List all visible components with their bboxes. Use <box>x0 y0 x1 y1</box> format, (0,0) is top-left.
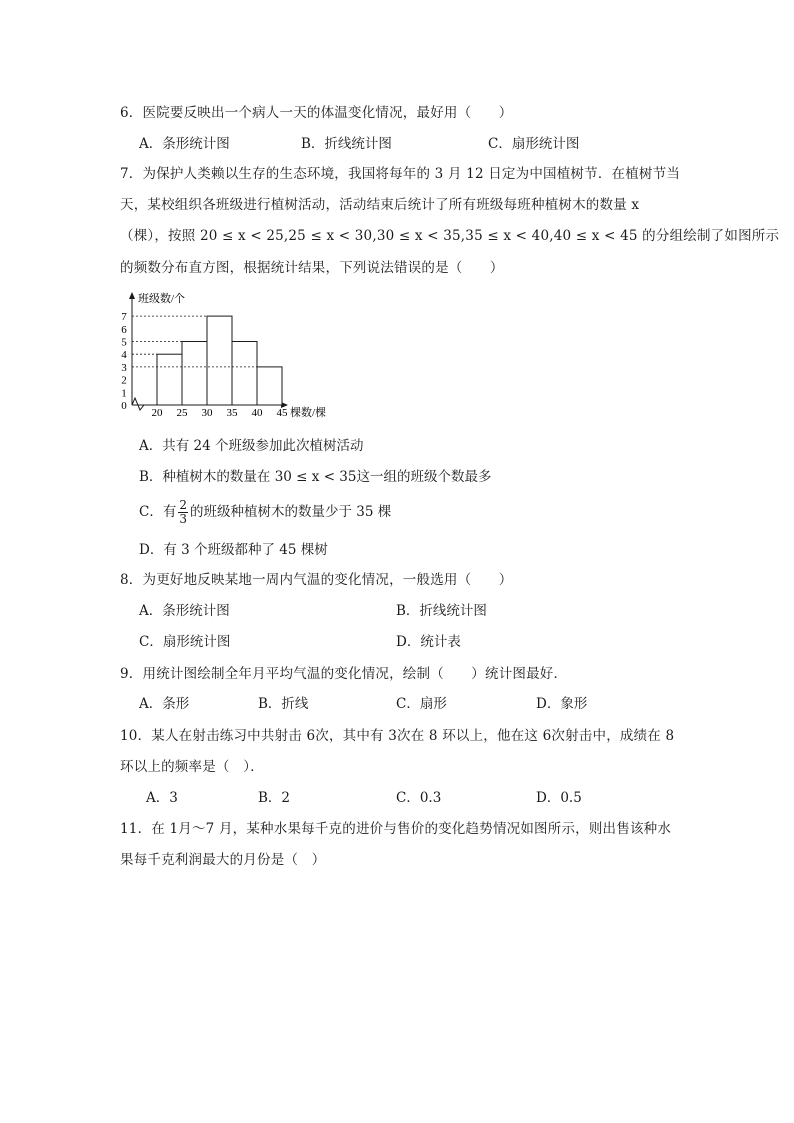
y-tick-label-2: 2 <box>121 374 127 387</box>
q10-option-c: C．0.3 <box>396 790 442 806</box>
q6-option-a: A．条形统计图 <box>139 136 230 152</box>
x-axis-label: 棵数/棵 <box>290 407 327 419</box>
q7-stem-line4: 的频数分布直方图，根据统计结果，下列说法错误的是（ ） <box>120 260 504 276</box>
fraction-denominator: 3 <box>179 512 187 526</box>
q8-option-c: C．扇形统计图 <box>139 634 231 650</box>
q10-stem-line2: 环以上的频率是（ ）． <box>120 759 264 775</box>
histogram-bar-35-40 <box>232 342 257 406</box>
y-axis-arrow <box>129 292 135 299</box>
q9-stem: 9．用统计图绘制全年月平均气温的变化情况，绘制（ ）统计图最好． <box>120 666 568 682</box>
q9-option-c: C．扇形 <box>396 696 447 712</box>
q10-option-d: D．0.5 <box>536 790 582 806</box>
q9-option-a: A．条形 <box>139 696 190 712</box>
y-tick-label-5: 5 <box>121 336 127 349</box>
q7-stem-line3: （棵），按照 20 ≤ x < 25,25 ≤ x < 30,30 ≤ x < 35,35 ≤ x < 40,40 ≤ x < 45 的分组绘制了如图所示 <box>120 228 780 244</box>
q6-stem: 6．医院要反映出一个病人一天的体温变化情况，最好用（ ） <box>120 105 513 121</box>
q7-option-c <box>139 497 391 527</box>
x-tick-label-25: 25 <box>176 407 188 419</box>
y-tick-label-1: 1 <box>121 387 127 400</box>
q7-option-d: D．有 3 个班级都种了 45 棵树 <box>139 542 328 558</box>
histogram-chart <box>112 288 352 423</box>
q7-option-b: B．种植树木的数量在 30 ≤ x < 35这一组的班级个数最多 <box>139 469 492 485</box>
x-tick-label-20: 20 <box>151 407 163 419</box>
y-tick-label-4: 4 <box>121 349 127 362</box>
histogram-bar-25-30 <box>182 342 207 406</box>
x-tick-label-35: 35 <box>226 407 238 419</box>
y-tick-label-3: 3 <box>121 361 127 374</box>
histogram-bar-20-25 <box>157 354 182 405</box>
x-tick-label-45: 45 <box>276 407 288 419</box>
q8-option-a: A．条形统计图 <box>139 603 230 619</box>
x-tick-label-40: 40 <box>251 407 263 419</box>
fraction-two-thirds <box>178 499 188 526</box>
q7-stem-line2: 天，某校组织各班级进行植树活动，活动结束后统计了所有班级每班种植树木的数量 x <box>120 197 640 213</box>
q9-option-b: B．折线 <box>258 696 309 712</box>
q8-option-d: D．统计表 <box>396 634 461 650</box>
x-tick-labels <box>152 407 289 419</box>
q7-stem-line1: 7．为保护人类赖以生存的生态环境，我国将每年的 3 月 12 日定为中国植树节．在植树节当 <box>120 166 681 182</box>
y-tick-label-6: 6 <box>121 323 127 336</box>
q11-stem-line2: 果每千克利润最大的月份是（ ） <box>120 852 326 868</box>
q7-option-a: A．共有 24 个班级参加此次植树活动 <box>139 438 364 454</box>
y-tick-label-0: 0 <box>121 400 127 412</box>
q6-option-b: B．折线统计图 <box>301 136 392 152</box>
histogram-bar-30-35 <box>207 316 232 405</box>
y-tick-labels <box>121 311 127 412</box>
q10-option-a: A．3 <box>146 790 178 806</box>
q9-option-d: D．象形 <box>536 696 588 712</box>
histogram-bar-40-45 <box>257 367 282 405</box>
fraction-numerator: 2 <box>179 498 187 512</box>
q11-stem-line1: 11．在 1月～7 月，某种水果每千克的进价与售价的变化趋势情况如图所示，则出售该种水 <box>120 821 672 837</box>
y-axis-label: 班级数/个 <box>138 293 186 305</box>
q6-option-c: C．扇形统计图 <box>488 136 580 152</box>
y-tick-label-7: 7 <box>121 311 127 324</box>
q7-option-c-suffix: 的班级种植树木的数量少于 35 棵 <box>189 504 392 520</box>
x-tick-label-30: 30 <box>201 407 213 419</box>
q8-stem: 8．为更好地反映某地一周内气温的变化情况，一般选用（ ） <box>120 572 513 588</box>
q10-option-b: B．2 <box>258 790 291 806</box>
q7-option-c-prefix: C．有 <box>139 504 177 520</box>
q8-option-b: B．折线统计图 <box>396 603 487 619</box>
q10-stem-line1: 10．某人在射击练习中共射击 6次，其中有 3次在 8 环以上，他在这 6次射击中，成绩在 8 <box>120 728 675 744</box>
histogram-bars <box>157 316 282 405</box>
